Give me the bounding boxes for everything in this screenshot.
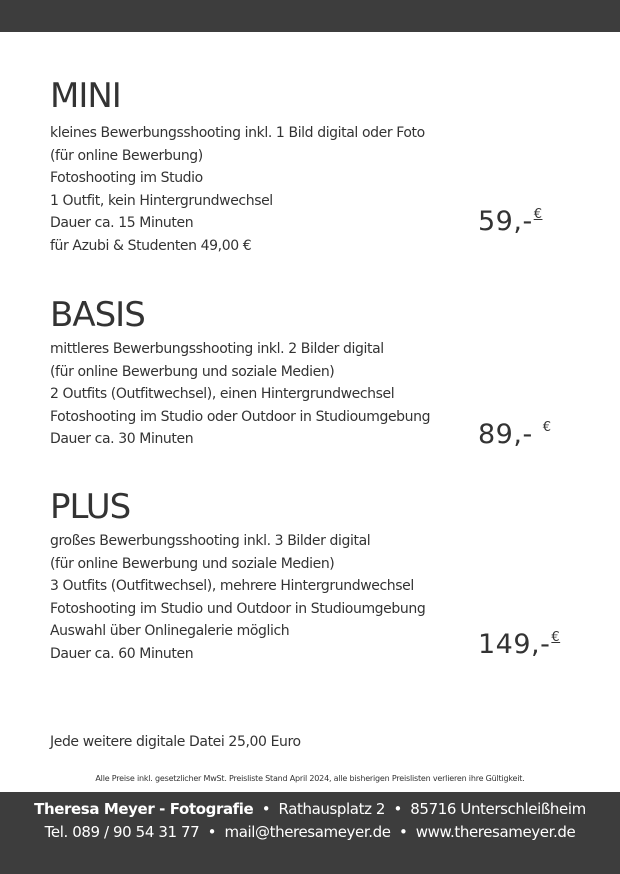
price-amount: 59,- [478, 206, 533, 237]
description-line: (für online Bewerbung) [50, 147, 203, 164]
description-line: Dauer ca. 30 Minuten [50, 431, 194, 448]
package-mini [50, 76, 425, 258]
studio-name: Theresa Meyer - Fotografie [34, 800, 254, 818]
email-link[interactable]: mail@theresameyer.de [224, 823, 391, 841]
currency-symbol: € [551, 630, 561, 645]
footer-line-2 [0, 823, 620, 841]
currency-symbol: € [533, 207, 543, 222]
package-description [50, 530, 425, 666]
description-line: (für online Bewerbung und soziale Medien) [50, 555, 335, 572]
description-line: Fotoshooting im Studio und Outdoor in Studioumgebung [50, 600, 426, 617]
separator: • [261, 800, 271, 818]
price-amount: 89,- [478, 419, 533, 450]
price-mini [478, 206, 542, 237]
description-line: großes Bewerbungsshooting inkl. 3 Bilder digital [50, 533, 371, 549]
package-basis [50, 295, 430, 451]
address: Rathausplatz 2 [278, 800, 386, 818]
package-plus [50, 487, 425, 666]
separator: • [398, 823, 408, 841]
separator: • [207, 823, 217, 841]
description-line: (für online Bewerbung und soziale Medien) [50, 363, 335, 380]
extra-file-price: Jede weitere digitale Datei 25,00 Euro [50, 734, 301, 750]
description-line: Dauer ca. 60 Minuten [50, 645, 194, 662]
package-description [50, 122, 425, 258]
description-line: für Azubi & Studenten 49,00 € [50, 237, 252, 254]
price-basis [478, 419, 551, 450]
phone: Tel. 089 / 90 54 31 77 [44, 823, 200, 841]
description-line: Fotoshooting im Studio oder Outdoor in Studioumgebung [50, 408, 431, 425]
description-line: kleines Bewerbungsshooting inkl. 1 Bild digital oder Foto [50, 125, 425, 141]
description-line: 3 Outfits (Outfitwechsel), mehrere Hintergrundwechsel [50, 578, 414, 595]
top-bar [0, 0, 620, 32]
footer-line-1 [0, 800, 620, 818]
description-line: 2 Outfits (Outfitwechsel), einen Hintergrundwechsel [50, 386, 395, 403]
price-disclaimer: Alle Preise inkl. gesetzlicher MwSt. Preisliste Stand April 2024, alle bisherigen Preislisten verlieren ihre Gültigkeit. [95, 774, 525, 783]
package-title: BASIS [50, 295, 145, 335]
price-amount: 149,- [478, 629, 551, 660]
package-title: MINI [50, 76, 121, 116]
description-line: 1 Outfit, kein Hintergrundwechsel [50, 192, 273, 209]
website-link[interactable]: www.theresameyer.de [415, 823, 576, 841]
package-title: PLUS [50, 487, 131, 527]
currency-symbol: € [542, 420, 552, 435]
package-description [50, 338, 430, 451]
city: 85716 Unterschleißheim [410, 800, 586, 818]
description-line: mittleres Bewerbungsshooting inkl. 2 Bilder digital [50, 341, 384, 357]
price-plus [478, 629, 560, 660]
description-line: Auswahl über Onlinegalerie möglich [50, 623, 290, 640]
description-line: Fotoshooting im Studio [50, 170, 203, 187]
description-line: Dauer ca. 15 Minuten [50, 215, 194, 232]
separator: • [393, 800, 402, 818]
